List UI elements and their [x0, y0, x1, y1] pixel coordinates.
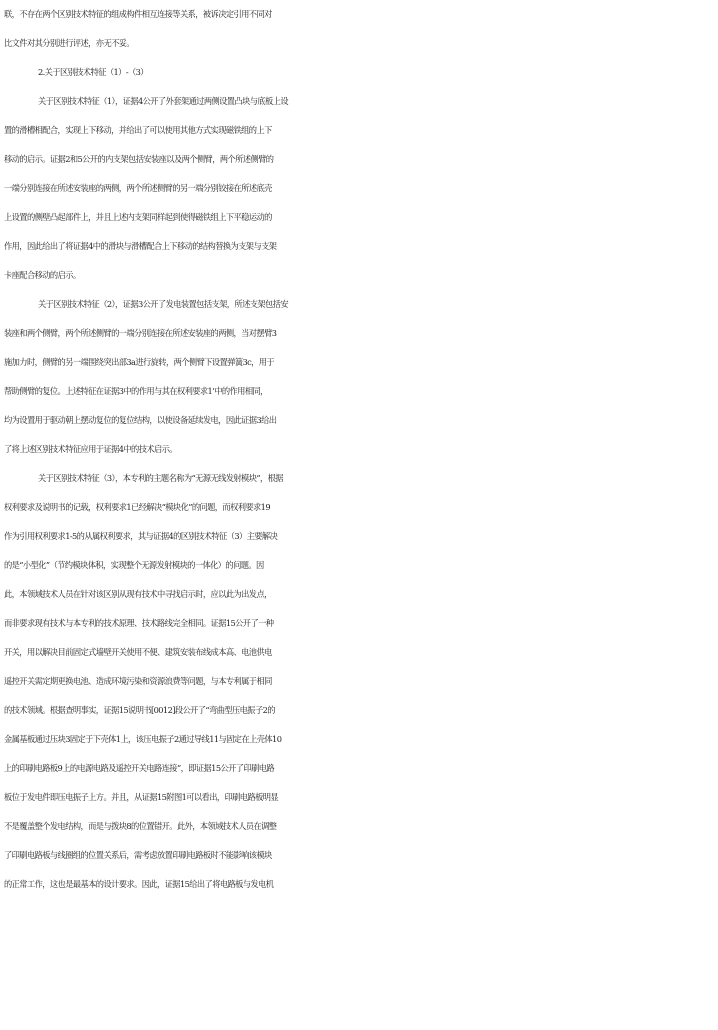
text-line: 比文件对其分别进行评述，亦无不妥。 — [4, 38, 135, 48]
text-line: 上的印刷电路板9上的电源电路及遥控开关电路连接”，即证据15公开了印刷电路 — [4, 763, 275, 773]
text-line: 金属基板通过压块3固定于下壳体1上，该压电振子2通过导线11与固定在上壳体10 — [4, 734, 282, 744]
text-line: 板位于发电件即压电振子上方。并且，从证据15附图1可以看出，印刷电路板明显 — [4, 792, 279, 802]
text-line: 2.关于区别技术特征（1）-（3） — [38, 67, 148, 77]
text-line: 权利要求及说明书的记载，权利要求1已经解决“模块化”的问题，而权利要求19 — [4, 502, 270, 512]
text-line: 上设置的侧壁凸起部件上，并且上述内支架同样起到使得磁铁组上下平稳运动的 — [4, 212, 272, 222]
text-line: 而非要求现有技术与本专利的技术原理、技术路线完全相同。证据15公开了一种 — [4, 618, 274, 628]
text-line: 关于区别技术特征（2），证据3公开了发电装置包括支架，所述支架包括安 — [38, 299, 288, 309]
paragraph-continuation — [4, 0, 716, 58]
text-line: 开关，用以解决目前固定式墙壁开关使用不便、建筑安装布线成本高、电池供电 — [4, 647, 272, 657]
document-body — [4, 0, 716, 899]
text-line: 的技术领域。根据查明事实，证据15说明书[0012]段公开了“弯曲型压电振子2的 — [4, 705, 275, 715]
text-line: 联，不存在两个区别技术特征的组成构件相互连接等关系，被诉决定引用不同对 — [4, 9, 272, 19]
text-line: 此，本领域技术人员在针对该区别从现有技术中寻找启示时，应以此为出发点， — [4, 589, 272, 599]
text-line: 了印刷电路板与线圈组的位置关系后，需考虑放置印刷电路板时不能影响该模块 — [4, 850, 272, 860]
paragraph-feature-3 — [4, 464, 716, 899]
text-line: 关于区别技术特征（1），证据4公开了外套架通过两侧设置凸块与底板上设 — [38, 96, 288, 106]
text-line: 一端分别连接在所述安装座的两侧，两个所述侧臂的另一端分别铰接在所述底壳 — [4, 183, 272, 193]
text-line: 的正常工作，这也是最基本的设计要求。因此，证据15给出了将电路板与发电机 — [4, 879, 274, 889]
text-line: 不是覆盖整个发电结构，而是与拨块8的位置错开。此外，本领域技术人员在调整 — [4, 821, 277, 831]
text-line: 作用，因此给出了将证据4中的滑块与滑槽配合上下移动的结构替换为支架与支架 — [4, 241, 277, 251]
text-line: 了将上述区别技术特征应用于证据4中的技术启示。 — [4, 444, 177, 454]
text-line: 卡座配合移动的启示。 — [4, 270, 81, 280]
text-line: 关于区别技术特征（3），本专利的主题名称为“无源无线发射模块”，根据 — [38, 473, 283, 483]
text-line: 遥控开关需定期更换电池、造成环境污染和资源浪费等问题，与本专利属于相同 — [4, 676, 272, 686]
text-line: 装座和两个侧臂，两个所述侧臂的一端分别连接在所述安装座的两侧，当对摆臂3 — [4, 328, 277, 338]
text-line: 作为引用权利要求1-5的从属权利要求，其与证据4的区别技术特征（3）主要解决 — [4, 531, 278, 541]
text-line: 的是“小型化”（节约模块体积，实现整个无源发射模块的一体化）的问题。因 — [4, 560, 264, 570]
paragraph-feature-1 — [4, 87, 716, 290]
text-line: 均为设置用于驱动朝上摆动复位的复位结构，以使设备延续发电，因此证据3给出 — [4, 415, 277, 425]
text-line: 置的滑槽相配合，实现上下移动，并给出了可以使用其他方式实现磁铁组的上下 — [4, 125, 272, 135]
text-line: 帮助侧臂的复位。上述特征在证据3中的作用与其在权利要求1’中的作用相同， — [4, 386, 268, 396]
section-heading — [4, 58, 716, 87]
text-line: 施加力时，侧臂的另一端围绕突出部3a进行旋转，两个侧臂下设置弹簧3c，用于 — [4, 357, 275, 367]
text-line: 移动的启示。证据2和5公开的内支架包括安装座以及两个侧臂，两个所述侧臂的 — [4, 154, 274, 164]
paragraph-feature-2 — [4, 290, 716, 464]
